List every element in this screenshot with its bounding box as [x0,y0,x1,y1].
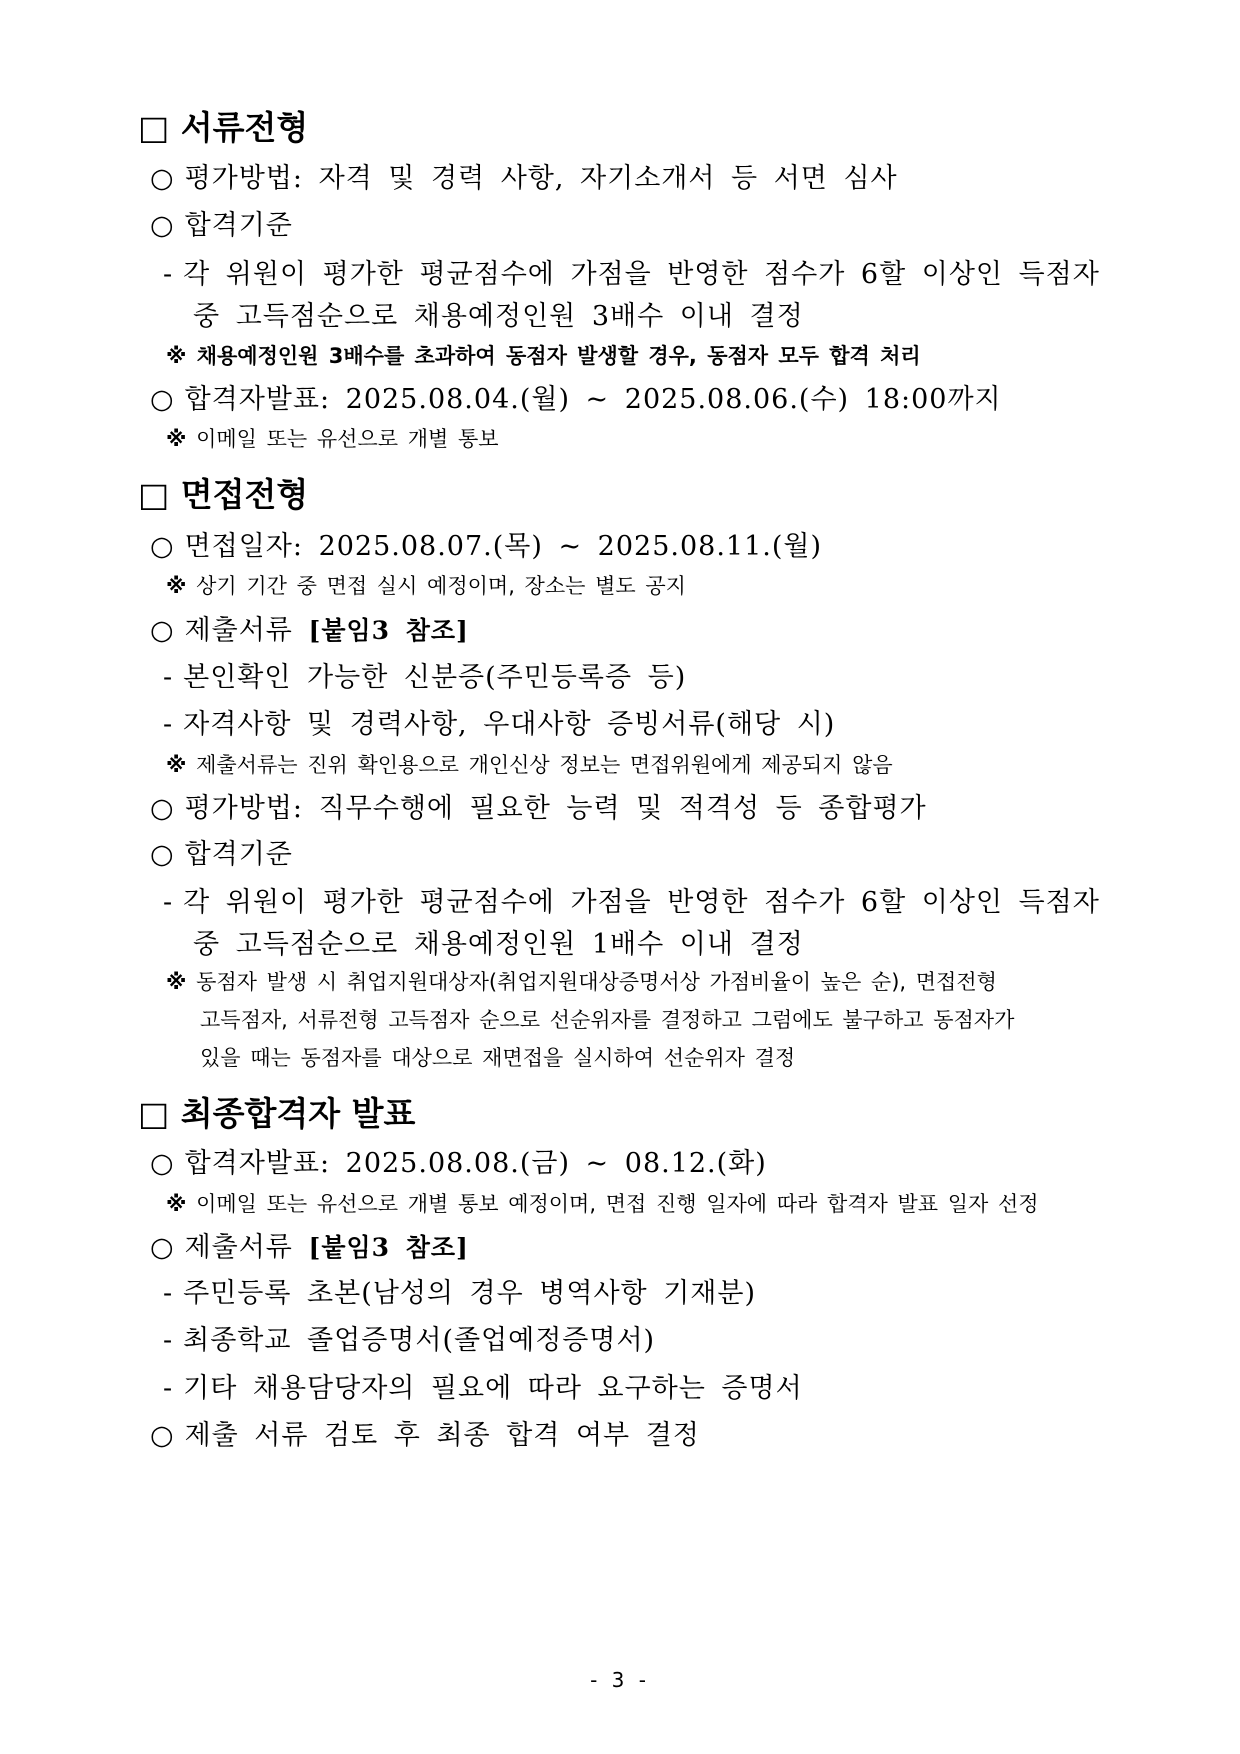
note-marker: ※ [166,1192,187,1216]
section-box-marker: □ [138,108,170,147]
section-title: 서류전형 [180,108,309,147]
note-item [166,423,499,453]
documents-label: 제출서류 [184,615,293,646]
note-marker: ※ [166,753,187,777]
document-item: 본인확인 가능한 신분증(주민등록증 등) [183,662,687,693]
note-text: 이메일 또는 유선으로 개별 통보 [196,427,499,451]
dash-item [163,880,1100,919]
announcement-date: 합격자발표: 2025.08.08.(금) ~ 08.12.(화) [184,1148,767,1179]
section-heading-document-screening [138,102,308,149]
note-marker: ※ [166,574,187,598]
note-text-continued: 있을 때는 동점자를 대상으로 재면접을 실시하여 선순위자 결정 [200,1046,796,1070]
page-number: - 3 - [590,1668,650,1692]
documents-reference: [붙임3 참조] [308,1233,469,1262]
dash-item [163,252,1100,291]
note-text: 상기 기간 중 면접 실시 예정이며, 장소는 별도 공지 [196,574,686,598]
circle-marker: ○ [150,1148,175,1179]
criteria-text: 각 위원이 평가한 평균점수에 가점을 반영한 점수가 6할 이상인 득점자 [183,887,1100,918]
document-item: 최종학교 졸업증명서(졸업예정증명서) [183,1325,656,1356]
circle-marker: ○ [150,615,175,646]
dash-marker: - [163,662,174,693]
bullet-item [150,786,927,825]
documents-reference: [붙임3 참조] [308,616,469,645]
criteria-label: 합격기준 [184,210,293,241]
dash-item [163,1271,756,1310]
bullet-item [150,1225,469,1264]
documents-label: 제출서류 [184,1232,293,1263]
circle-marker: ○ [150,163,175,194]
note-text: 제출서류는 진위 확인용으로 개인신상 정보는 면접위원에게 제공되지 않음 [196,753,893,777]
criteria-text-continued: 중 고득점순으로 채용예정인원 1배수 이내 결정 [193,929,804,960]
section-title: 최종합격자 발표 [180,1094,416,1133]
final-decision: 제출 서류 검토 후 최종 합격 여부 결정 [184,1420,700,1451]
bullet-item [150,608,469,647]
section-heading-final-announcement [138,1088,415,1135]
dash-item [163,655,686,694]
note-item [166,749,893,779]
circle-marker: ○ [150,210,175,241]
dash-marker: - [163,709,174,740]
interview-date: 면접일자: 2025.08.07.(목) ~ 2025.08.11.(월) [184,531,823,562]
section-box-marker: □ [138,1094,170,1133]
criteria-text-continued: 중 고득점순으로 채용예정인원 3배수 이내 결정 [193,301,804,332]
circle-marker: ○ [150,384,175,415]
bullet-item [150,832,293,871]
note-text: 채용예정인원 3배수를 초과하여 동점자 발생할 경우, 동점자 모두 합격 처리 [196,344,921,368]
note-marker: ※ [166,427,187,451]
note-item [166,1188,1039,1218]
dash-marker: - [163,259,174,290]
evaluation-method: 평가방법: 직무수행에 필요한 능력 및 적격성 등 종합평가 [184,793,927,824]
circle-marker: ○ [150,1420,175,1451]
section-heading-interview [138,469,308,516]
note-text: 동점자 발생 시 취업지원대상자(취업지원대상증명서상 가점비율이 높은 순), 면접전형 [196,970,997,994]
circle-marker: ○ [150,839,175,870]
dash-item [163,702,835,741]
criteria-text: 각 위원이 평가한 평균점수에 가점을 반영한 점수가 6할 이상인 득점자 [183,259,1100,290]
dash-marker: - [163,1373,174,1404]
section-box-marker: □ [138,475,170,514]
dash-item [163,1366,803,1405]
document-item: 기타 채용담당자의 필요에 따라 요구하는 증명서 [183,1373,803,1404]
note-marker: ※ [166,970,187,994]
document-item: 주민등록 초본(남성의 경우 병역사항 기재분) [183,1278,756,1309]
circle-marker: ○ [150,793,175,824]
section-title: 면접전형 [180,475,309,514]
note-marker: ※ [166,344,187,368]
circle-marker: ○ [150,531,175,562]
note-item [166,966,997,996]
circle-marker: ○ [150,1232,175,1263]
bullet-item [150,524,822,563]
dash-marker: - [163,1278,174,1309]
criteria-label: 합격기준 [184,839,293,870]
note-text-continued: 고득점자, 서류전형 고득점자 순으로 선순위자를 결정하고 그럼에도 불구하고 동점자가 [200,1008,1015,1032]
bullet-item [150,1413,700,1452]
bullet-item [150,377,1002,416]
note-item [166,340,921,370]
dash-item [163,1318,655,1357]
document-item: 자격사항 및 경력사항, 우대사항 증빙서류(해당 시) [183,709,836,740]
dash-marker: - [163,1325,174,1356]
note-item [166,570,686,600]
dash-marker: - [163,887,174,918]
announcement-date: 합격자발표: 2025.08.04.(월) ~ 2025.08.06.(수) 18:00까지 [184,384,1002,415]
bullet-item [150,156,898,195]
note-text: 이메일 또는 유선으로 개별 통보 예정이며, 면접 진행 일자에 따라 합격자 발표 일자 선정 [196,1192,1039,1216]
evaluation-method: 평가방법: 자격 및 경력 사항, 자기소개서 등 서면 심사 [184,163,898,194]
bullet-item [150,1141,767,1180]
bullet-item [150,203,293,242]
